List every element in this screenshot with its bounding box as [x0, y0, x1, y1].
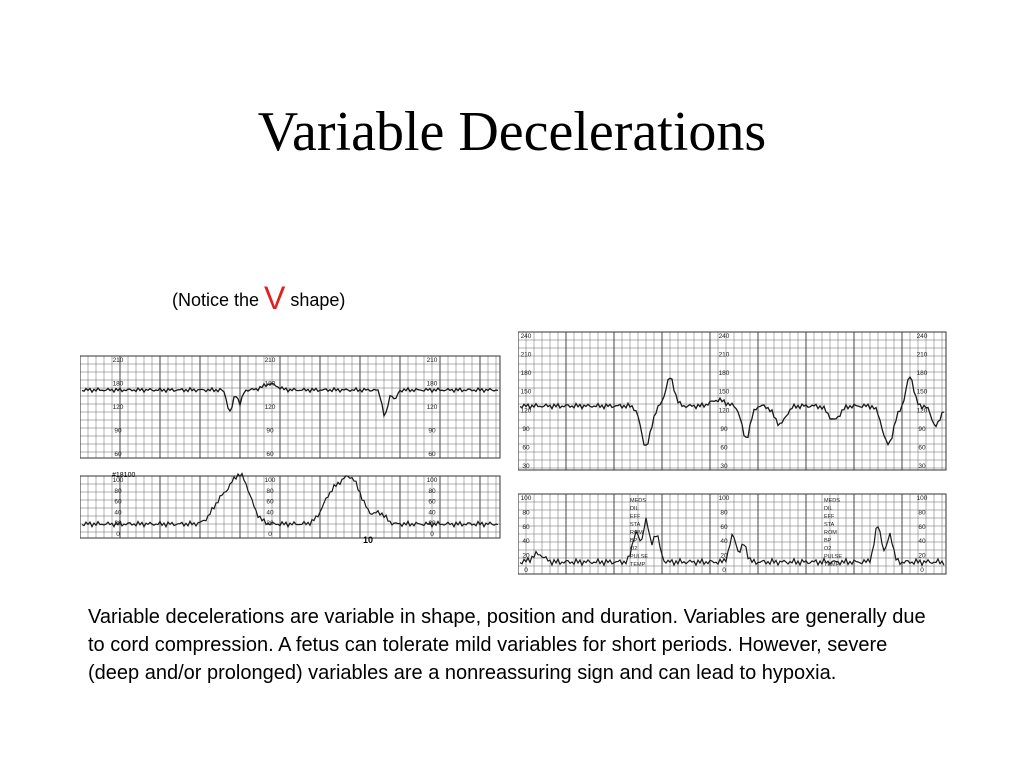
tick-label: 180	[718, 370, 730, 378]
tick-label: 90	[522, 425, 530, 433]
tick-label: 180	[426, 380, 438, 388]
tick-label: 120	[718, 407, 730, 415]
tick-label: 60	[266, 451, 274, 458]
tick-label: 20	[114, 520, 122, 528]
tick-label: 120	[916, 407, 928, 415]
tick-label: 180	[112, 380, 124, 388]
tick-label: 60	[522, 523, 530, 531]
tick-label: 20	[522, 552, 530, 560]
tick-label: 180	[520, 370, 532, 378]
tick-label: 60	[428, 451, 436, 458]
panel-label: MEDS	[824, 498, 840, 504]
tick-label: 80	[266, 487, 274, 495]
tick-label: 100	[916, 495, 928, 502]
tick-label: 100	[426, 477, 438, 484]
tick-label: 100	[718, 495, 730, 502]
tick-label: 210	[264, 357, 276, 364]
slide-title: Variable Decelerations	[257, 101, 767, 163]
panel-label: STA	[630, 522, 641, 528]
panel-label: O2	[630, 546, 638, 552]
left-uc-ticks	[113, 477, 438, 538]
tick-label: 90	[266, 427, 274, 435]
tick-label: 150	[520, 388, 532, 396]
tick-label: 80	[428, 487, 436, 495]
panel-label: DIL	[630, 506, 639, 512]
tick-label: 40	[918, 538, 926, 546]
caption-suffix: shape)	[285, 290, 346, 310]
panel-label: O2	[824, 546, 832, 552]
left-ctg-strip	[80, 352, 505, 544]
tick-label: 80	[720, 509, 728, 517]
tick-label: 60	[114, 498, 122, 506]
tick-label: 60	[720, 444, 728, 452]
panel-label: BP	[824, 538, 832, 544]
tick-label: 60	[918, 523, 926, 531]
tick-label: 80	[918, 509, 926, 517]
tick-label: 100	[112, 477, 124, 484]
tick-label: 210	[916, 351, 928, 359]
tick-label: 20	[918, 552, 926, 560]
left-page-number: 10	[363, 535, 374, 544]
tick-label: 180	[916, 370, 928, 378]
panel-label: EFF	[630, 514, 641, 520]
tick-label: 40	[428, 509, 436, 517]
caption-prefix: (Notice the	[172, 290, 265, 310]
tick-label: 180	[264, 380, 276, 388]
tick-label: 40	[720, 538, 728, 546]
grid-border	[80, 476, 500, 538]
tick-label: 120	[264, 404, 276, 411]
tick-label: 0	[920, 567, 924, 574]
tick-label: 210	[426, 357, 438, 364]
right-fhr-grid	[518, 332, 946, 470]
tick-label: 20	[266, 520, 274, 528]
tick-label: 240	[520, 333, 532, 340]
panel-label: EFF	[824, 514, 835, 520]
tick-label: 150	[916, 388, 928, 396]
tick-label: 20	[428, 520, 436, 528]
panel-label: PULSE	[824, 554, 843, 560]
tick-label: 210	[718, 351, 730, 359]
tick-label: 60	[428, 498, 436, 506]
tick-label: 90	[720, 425, 728, 433]
tick-label: 30	[720, 463, 728, 470]
panel-label: MEDS	[630, 498, 646, 504]
tick-label: 0	[722, 567, 726, 574]
v-shape-marker: V	[264, 280, 286, 316]
tick-label: 60	[918, 444, 926, 452]
tick-label: 100	[264, 477, 276, 484]
tick-label: 20	[720, 552, 728, 560]
left-ctg-figure	[80, 352, 505, 544]
tick-label: 0	[524, 567, 528, 574]
tick-label: 60	[114, 451, 122, 458]
panel-label: STA	[824, 522, 835, 528]
panel-label: TEMP	[630, 562, 646, 568]
panel-label: DIL	[824, 506, 833, 512]
tick-label: 80	[114, 487, 122, 495]
tick-label: 120	[426, 404, 438, 411]
tick-label: 30	[918, 463, 926, 470]
tick-label: 60	[720, 523, 728, 531]
body-paragraph: Variable decelerations are variable in shape, position and duration. Variables are generally due to cord compression. A fetus can tolerate mild variables for short periods. However, severe (deep and/or prolonged) variables are a nonreassuring sign and can lead to hypoxia.	[88, 606, 926, 684]
panel-label: BP	[630, 538, 638, 544]
right-ctg-strip	[518, 330, 948, 576]
tick-label: 100	[520, 495, 532, 502]
left-uc-grid	[80, 476, 500, 538]
right-uc-trace	[520, 518, 944, 566]
panel-label: ROM	[824, 530, 837, 536]
tick-label: 40	[266, 509, 274, 517]
panel-label: ROM	[630, 530, 643, 536]
tick-label: 90	[918, 425, 926, 433]
tick-label: 60	[266, 498, 274, 506]
tick-label: 30	[522, 463, 530, 470]
tick-label: 40	[522, 538, 530, 546]
tick-label: 240	[916, 333, 928, 340]
tick-label: 90	[428, 427, 436, 435]
panel-label: TEMP	[824, 562, 840, 568]
tick-label: 80	[522, 509, 530, 517]
tick-label: 40	[114, 509, 122, 517]
tick-label: 60	[522, 444, 530, 452]
left-strip-id: #18100	[112, 472, 136, 479]
tick-label: 210	[520, 351, 532, 359]
right-fhr-trace	[520, 377, 944, 445]
tick-label: 240	[718, 333, 730, 340]
tick-label: 120	[520, 407, 532, 415]
tick-label: 150	[718, 388, 730, 396]
caption	[172, 278, 345, 320]
tick-label: 0	[268, 531, 272, 538]
tick-label: 90	[114, 427, 122, 435]
tick-label: 0	[430, 531, 434, 538]
panel-label: PULSE	[630, 554, 649, 560]
tick-label: 210	[112, 357, 124, 364]
right-ctg-figure	[518, 330, 948, 576]
tick-label: 120	[112, 404, 124, 411]
tick-label: 0	[116, 531, 120, 538]
